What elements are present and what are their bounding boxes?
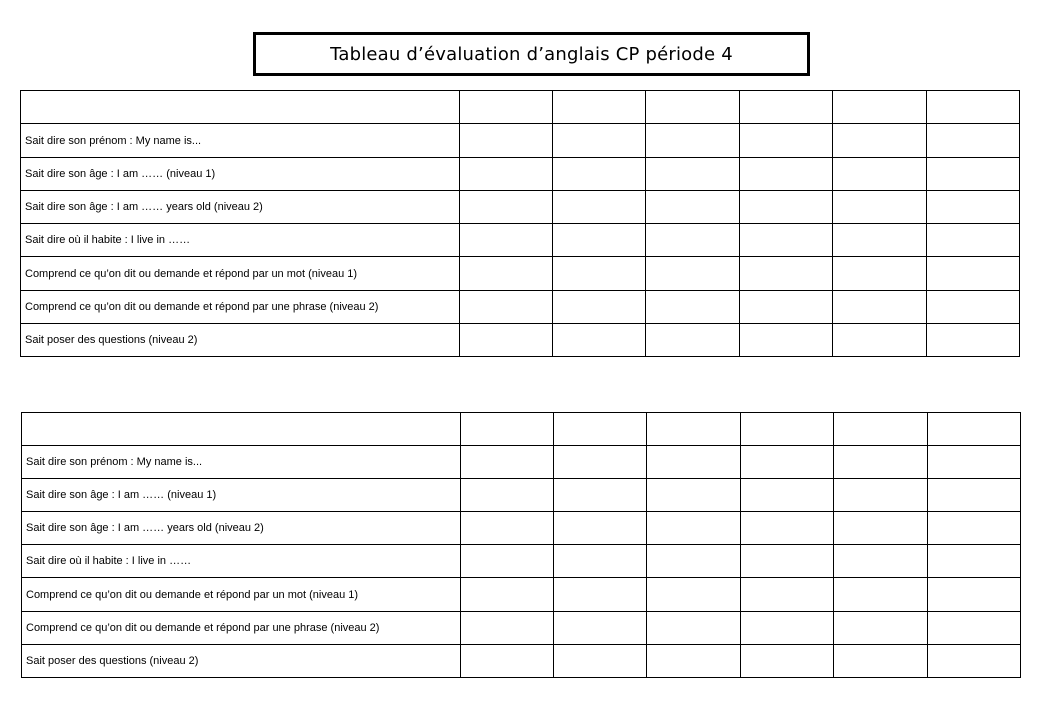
score-cell: [461, 479, 554, 512]
evaluation-table-2: [21, 412, 1021, 678]
table-header-row: [21, 91, 1020, 124]
score-cell: [553, 124, 646, 158]
score-cell: [461, 645, 554, 678]
table-row: [21, 224, 1020, 257]
score-cell: [554, 645, 647, 678]
criterion-label: Sait dire où il habite : I live in ……: [21, 224, 460, 257]
score-cell: [741, 446, 834, 479]
score-cell: [646, 158, 740, 191]
score-cell: [927, 291, 1020, 324]
score-cell: [833, 257, 927, 291]
score-cell: [553, 158, 646, 191]
score-cell: [554, 612, 647, 645]
table-row: [22, 545, 1021, 578]
score-cell: [740, 291, 833, 324]
score-cell: [460, 124, 553, 158]
score-cell: [460, 324, 553, 357]
score-cell: [553, 324, 646, 357]
document-title-box: [253, 32, 810, 76]
score-cell: [646, 224, 740, 257]
header-label-cell: [21, 91, 460, 124]
score-cell: [646, 124, 740, 158]
score-cell: [927, 191, 1020, 224]
table-row: [21, 291, 1020, 324]
score-cell: [647, 645, 741, 678]
score-cell: [461, 512, 554, 545]
table-row: [21, 191, 1020, 224]
score-cell: [460, 191, 553, 224]
score-cell: [834, 512, 928, 545]
score-cell: [741, 578, 834, 612]
score-cell: [647, 545, 741, 578]
period-header-cell: [740, 91, 833, 124]
score-cell: [834, 645, 928, 678]
score-cell: [646, 291, 740, 324]
document-title: Tableau d’évaluation d’anglais CP période 4: [330, 43, 733, 65]
period-header-cell: [553, 91, 646, 124]
table-row: [22, 578, 1021, 612]
header-label-cell: [22, 413, 461, 446]
score-cell: [928, 645, 1021, 678]
table-header-row: [22, 413, 1021, 446]
score-cell: [834, 612, 928, 645]
score-cell: [928, 479, 1021, 512]
score-cell: [553, 291, 646, 324]
criterion-label: Sait poser des questions (niveau 2): [21, 324, 460, 357]
criterion-label: Sait dire son âge : I am …… years old (niveau 2): [22, 512, 461, 545]
period-header-cell: [833, 91, 927, 124]
criterion-label: Sait dire où il habite : I live in ……: [22, 545, 461, 578]
score-cell: [741, 645, 834, 678]
score-cell: [646, 324, 740, 357]
score-cell: [647, 446, 741, 479]
score-cell: [460, 291, 553, 324]
score-cell: [461, 545, 554, 578]
score-cell: [833, 224, 927, 257]
period-header-cell: [460, 91, 553, 124]
criterion-label: Sait poser des questions (niveau 2): [22, 645, 461, 678]
score-cell: [647, 612, 741, 645]
table-row: [22, 479, 1021, 512]
score-cell: [833, 324, 927, 357]
score-cell: [554, 578, 647, 612]
score-cell: [833, 124, 927, 158]
table-row: [22, 645, 1021, 678]
score-cell: [833, 158, 927, 191]
criterion-label: Sait dire son prénom : My name is...: [21, 124, 460, 158]
score-cell: [461, 578, 554, 612]
period-header-cell: [461, 413, 554, 446]
score-cell: [833, 291, 927, 324]
criterion-label: Comprend ce qu’on dit ou demande et répond par une phrase (niveau 2): [21, 291, 460, 324]
table-row: [21, 257, 1020, 291]
criterion-label: Sait dire son âge : I am …… (niveau 1): [21, 158, 460, 191]
score-cell: [646, 257, 740, 291]
table-row: [22, 612, 1021, 645]
score-cell: [554, 512, 647, 545]
score-cell: [740, 191, 833, 224]
score-cell: [740, 224, 833, 257]
score-cell: [927, 124, 1020, 158]
score-cell: [741, 512, 834, 545]
evaluation-table-1: [20, 90, 1020, 357]
score-cell: [927, 324, 1020, 357]
score-cell: [461, 446, 554, 479]
period-header-cell: [554, 413, 647, 446]
period-header-cell: [928, 413, 1021, 446]
score-cell: [927, 158, 1020, 191]
score-cell: [647, 578, 741, 612]
score-cell: [740, 324, 833, 357]
score-cell: [833, 191, 927, 224]
score-cell: [554, 479, 647, 512]
score-cell: [927, 224, 1020, 257]
criterion-label: Comprend ce qu’on dit ou demande et répond par un mot (niveau 1): [21, 257, 460, 291]
score-cell: [553, 257, 646, 291]
score-cell: [740, 158, 833, 191]
criterion-label: Sait dire son âge : I am …… years old (niveau 2): [21, 191, 460, 224]
score-cell: [928, 578, 1021, 612]
criterion-label: Sait dire son prénom : My name is...: [22, 446, 461, 479]
score-cell: [928, 512, 1021, 545]
score-cell: [554, 545, 647, 578]
score-cell: [928, 612, 1021, 645]
score-cell: [647, 512, 741, 545]
score-cell: [834, 479, 928, 512]
score-cell: [741, 545, 834, 578]
score-cell: [740, 257, 833, 291]
period-header-cell: [927, 91, 1020, 124]
period-header-cell: [647, 413, 741, 446]
table-row: [21, 124, 1020, 158]
score-cell: [741, 479, 834, 512]
score-cell: [553, 191, 646, 224]
criterion-label: Comprend ce qu’on dit ou demande et répond par un mot (niveau 1): [22, 578, 461, 612]
criterion-label: Sait dire son âge : I am …… (niveau 1): [22, 479, 461, 512]
period-header-cell: [741, 413, 834, 446]
score-cell: [740, 124, 833, 158]
table-row: [22, 512, 1021, 545]
score-cell: [647, 479, 741, 512]
score-cell: [461, 612, 554, 645]
score-cell: [646, 191, 740, 224]
table-row: [22, 446, 1021, 479]
period-header-cell: [834, 413, 928, 446]
table-row: [21, 158, 1020, 191]
score-cell: [834, 545, 928, 578]
score-cell: [553, 224, 646, 257]
score-cell: [834, 446, 928, 479]
score-cell: [928, 545, 1021, 578]
table-row: [21, 324, 1020, 357]
period-header-cell: [646, 91, 740, 124]
criterion-label: Comprend ce qu’on dit ou demande et répond par une phrase (niveau 2): [22, 612, 461, 645]
score-cell: [928, 446, 1021, 479]
score-cell: [741, 612, 834, 645]
score-cell: [460, 158, 553, 191]
score-cell: [834, 578, 928, 612]
score-cell: [554, 446, 647, 479]
score-cell: [460, 224, 553, 257]
score-cell: [460, 257, 553, 291]
score-cell: [927, 257, 1020, 291]
